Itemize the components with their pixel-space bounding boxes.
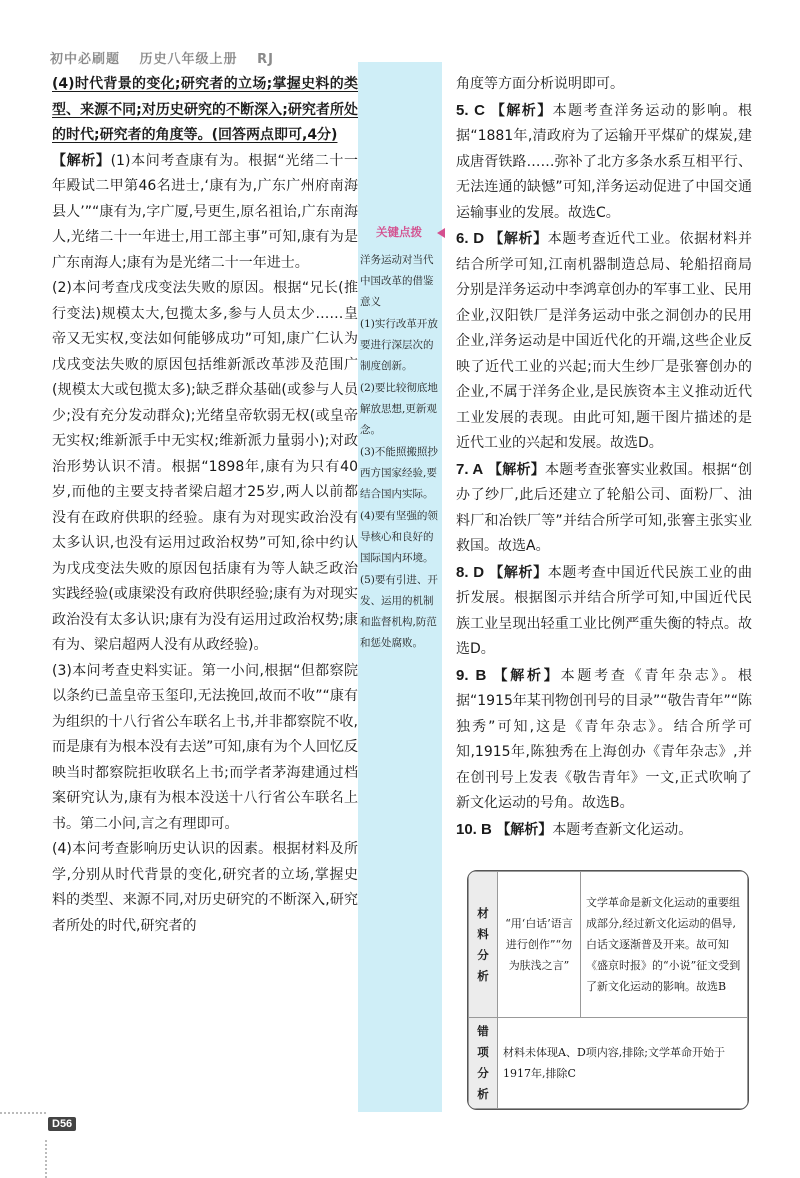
- table-row: [469, 872, 748, 1018]
- analysis-text-1: (1)本问考查康有为。根据“光绪二十一年殿试二甲第46名进士,‘康有为,广东广州府南海县人’”“康有为,字广厦,号更生,原名祖诒,广东南海人,光绪二十一年进士,用工部主事”可知,康有为是广东南海人;康有为是光绪二十一年进士。: [52, 152, 359, 271]
- question-number: 7. A: [456, 460, 484, 478]
- pointer-arrow-icon: [437, 228, 445, 238]
- question-5: [456, 98, 752, 227]
- sidebar-point: (4)要有坚强的领导核心和良好的国际国内环境。: [360, 510, 438, 564]
- answer-4: (4)时代背景的变化;研究者的立场;掌握史料的类型、来源不同;对历史研究的不断深入;研究者所处的时代;研究者的角度等。(回答两点即可,4分): [52, 76, 358, 143]
- sidebar-point: (2)要比较彻底地解放思想,更新观念。: [360, 382, 438, 436]
- row-header-wrong-options: 错项分析: [469, 1018, 498, 1109]
- analysis-table: [467, 870, 749, 1110]
- edition-code: RJ: [257, 52, 274, 67]
- row-header-material: 材料分析: [469, 872, 498, 1018]
- table-row: [469, 1018, 748, 1109]
- question-8: [456, 560, 752, 663]
- question-number: 5. C: [456, 101, 485, 119]
- series-name: 初中必刷题: [50, 52, 121, 67]
- question-text: 本题考查新文化运动。: [552, 821, 693, 838]
- question-9: [456, 663, 752, 817]
- question-text: 本题考查张謇实业救国。根据“创办了纱厂,此后还建立了轮船公司、面粉厂、油料厂和冶铁厂等”并结合所学可知,张謇主张实业救国。故选A。: [456, 461, 753, 554]
- sidebar-point: (5)要有引进、开发、运用的机制和监督机构,防范和惩处腐败。: [360, 574, 438, 649]
- analysis-tag: 【解析】: [493, 667, 561, 684]
- analysis-tag: 【解析】: [52, 152, 111, 169]
- continuation-text: 角度等方面分析说明即可。: [456, 76, 624, 92]
- footer-dotted-rule: [0, 1112, 46, 1116]
- question-10: [456, 817, 752, 844]
- question-number: 6. D: [456, 230, 485, 247]
- analysis-tag: 【解析】: [489, 231, 548, 247]
- material-analysis-cell: 文学革命是新文化运动的重要组成部分,经过新文化运动的倡导,白话文逐渐普及开来。故可知《盛京时报》的“小说”征文受到了新文化运动的影响。故选B: [581, 872, 748, 1018]
- footer-dotted-rule-vertical: [45, 1140, 49, 1178]
- key-points-sidebar: [360, 250, 440, 655]
- question-number: 8. D: [456, 563, 485, 581]
- left-column: [52, 72, 358, 939]
- sidebar-point: (3)不能照搬照抄西方国家经验,要结合国内实际。: [360, 446, 438, 500]
- analysis-tag: 【解析】: [496, 821, 553, 838]
- question-text: 本题考查中国近代民族工业的曲折发展。根据图示并结合所学可知,中国近代民族工业呈现出轻重工业比例严重失衡的特点。故选D。: [456, 564, 753, 657]
- right-column: [456, 72, 752, 843]
- book-title: 历史八年级上册: [139, 52, 238, 67]
- question-text: 本题考查近代工业。依据材料并结合所学可知,江南机器制造总局、轮船招商局分别是洋务运动中李鸿章创办的军事工业、民用企业,汉阳铁厂是洋务运动中张之洞创办的民用企业,洋务运动是中国近代化的开端,这些企业反映了近代工业的兴起;而大生纱厂是张謇创办的企业,不属于洋务企业,是民族资本主义推动近代工业发展的表现。由此可知,题干图片描述的是近代工业的兴起和发展。故选D。: [456, 231, 753, 451]
- analysis-paragraph-4: (4)本问考查影响历史认识的因素。根据材料及所学,分别从时代背景的变化,研究者的立场,掌握史料的类型、来源不同,对历史研究的不断深入,研究者所处的时代,研究者的: [52, 841, 358, 934]
- page-number: D56: [48, 1117, 76, 1131]
- question-6: [456, 226, 752, 457]
- analysis-tag: 【解析】: [490, 102, 553, 119]
- sidebar-title: 关键点拨: [376, 225, 422, 239]
- analysis-paragraph-2: (2)本问考查戊戌变法失败的原因。根据“兄长(推行变法)规模太大,包揽太多,参与人员太少……皇帝又无实权,变法如何能够成功”可知,康广仁认为戊戌变法失败的原因包括维新派改革涉及范围广(规模太大或包揽太多);缺乏群众基础(或参与人员少;没有充分发动群众);光绪皇帝软弱无权(或皇帝无实权;维新派手中无实权;维新派力量弱小);对政治形势认识不清。根据“1898年,康有为只有40岁,而他的主要支持者梁启超才25岁,两人以前都没有在政府供职的经验。康有为对现实政治没有太多认识,也没有运用过政治权势”可知,徐中约认为戊戌变法失败的原因包括康有为等人缺乏政治实践经验(或康梁没有政府供职经验;康有为对现实政治没有太多认识;康有为没有运用过政治权势;康有为、梁启超两人没有从政经验)。: [52, 280, 358, 653]
- analysis-paragraph-1: [52, 149, 358, 277]
- question-number: 9. B: [456, 666, 487, 684]
- material-quote-cell: “用‘白话’语言进行创作”“勿为肤浅之言”: [498, 872, 581, 1018]
- question-7: [456, 457, 752, 560]
- running-header: [50, 48, 288, 67]
- analysis-tag: 【解析】: [487, 461, 546, 478]
- sidebar-intro: 洋务运动对当代中国改革的借鉴意义: [360, 254, 434, 308]
- wrong-options-cell: 材料未体现A、D项内容,排除;文学革命开始于1917年,排除C: [498, 1018, 748, 1109]
- question-text: 本题考查《青年杂志》。根据“1915年某刊物创刊号的目录”“敬告青年”“陈独秀”可知,这是《青年杂志》。结合所学可知,1915年,陈独秀在上海创办《青年杂志》,并在创刊号上发表《敬告青年》一文,正式吹响了新文化运动的号角。故选B。: [456, 667, 753, 811]
- question-text: 本题考查洋务运动的影响。根据“1881年,清政府为了运输开平煤矿的煤炭,建成唐胥铁路……弥补了北方多条水系互相平行、无法连通的缺憾”可知,洋务运动促进了中国交通运输事业的发展。故选C。: [456, 102, 753, 221]
- question-number: 10. B: [456, 820, 492, 838]
- sidebar-point: (1)实行改革开放要进行深层次的制度创新。: [360, 318, 438, 372]
- analysis-tag: 【解析】: [489, 564, 548, 581]
- analysis-paragraph-3: (3)本问考查史料实证。第一小问,根据“但都察院以条约已盖皇帝玉玺印,无法挽回,故而不收”“康有为组织的十八行省公车联名上书,并非都察院不收,而是康有为根本没有去送”可知,康有为个人回忆反映当时都察院拒收联名上书;而学者茅海建通过档案研究认为,康有为根本没送十八行省公车联名上书。第二小问,言之有理即可。: [52, 662, 358, 832]
